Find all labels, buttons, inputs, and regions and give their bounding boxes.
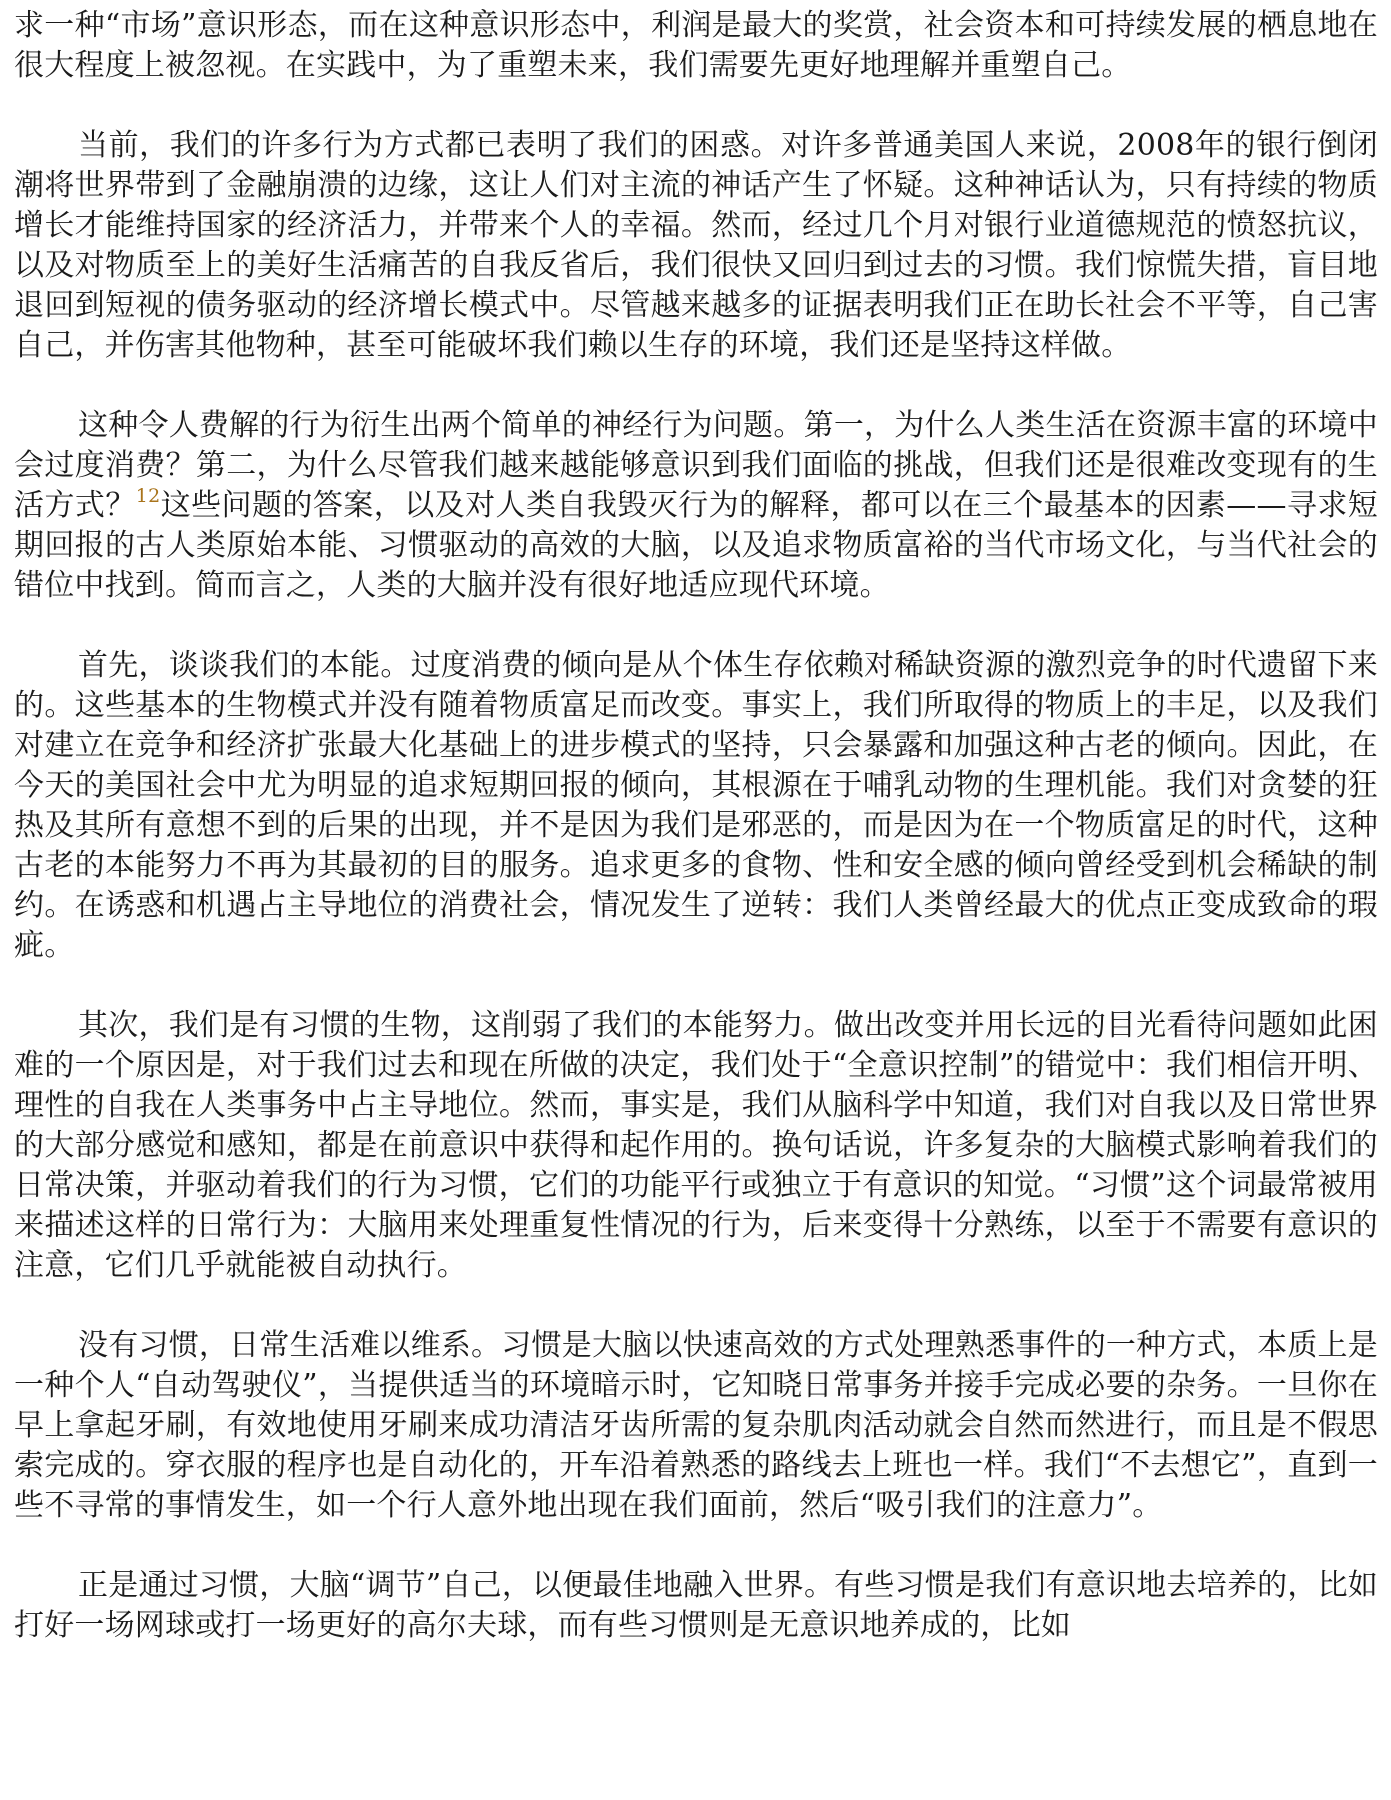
paragraph-3-text-before: 这种令人费解的行为衍生出两个简单的神经行为问题。第一，为什么人类生活在资源丰富的环境中会过度消费？第二，为什么尽管我们越来越能够意识到我们面临的挑战，但我们还是很难改变现有的生活方式？ [14, 408, 1378, 523]
paragraph-2: 当前，我们的许多行为方式都已表明了我们的困惑。对许多普通美国人来说，2008年的银行倒闭潮将世界带到了金融崩溃的边缘，这让人们对主流的神话产生了怀疑。这种神话认为，只有持续的物质增长才能维持国家的经济活力，并带来个人的幸福。然而，经过几个月对银行业道德规范的愤怒抗议，以及对物质至上的美好生活痛苦的自我反省后，我们很快又回归到过去的习惯。我们惊慌失措，盲目地退回到短视的债务驱动的经济增长模式中。尽管越来越多的证据表明我们正在助长社会不平等，自己害自己，并伤害其他物种，甚至可能破坏我们赖以生存的环境，我们还是坚持这样做。 [14, 128, 1378, 363]
paragraph-7: 正是通过习惯，大脑“调节”自己，以便最佳地融入世界。有些习惯是我们有意识地去培养的，比如打好一场网球或打一场更好的高尔夫球，而有些习惯则是无意识地养成的，比如 [14, 1568, 1378, 1643]
paragraph-4: 首先，谈谈我们的本能。过度消费的倾向是从个体生存依赖对稀缺资源的激烈竞争的时代遗留下来的。这些基本的生物模式并没有随着物质富足而改变。事实上，我们所取得的物质上的丰足，以及我们对建立在竞争和经济扩张最大化基础上的进步模式的坚持，只会暴露和加强这种古老的倾向。因此，在今天的美国社会中尤为明显的追求短期回报的倾向，其根源在于哺乳动物的生理机能。我们对贪婪的狂热及其所有意想不到的后果的出现，并不是因为我们是邪恶的，而是因为在一个物质富足的时代，这种古老的本能努力不再为其最初的目的服务。追求更多的食物、性和安全感的倾向曾经受到机会稀缺的制约。在诱惑和机遇占主导地位的消费社会，情况发生了逆转：我们人类曾经最大的优点正变成致命的瑕疵。 [14, 648, 1378, 963]
document-page [14, 6, 1378, 1686]
paragraph-3-text-after: 这些问题的答案，以及对人类自我毁灭行为的解释，都可以在三个最基本的因素——寻求短期回报的古人类原始本能、习惯驱动的高效的大脑，以及追求物质富裕的当代市场文化，与当代社会的错位中找到。简而言之，人类的大脑并没有很好地适应现代环境。 [14, 488, 1378, 603]
footnote-reference-link[interactable]: 12 [135, 485, 161, 507]
paragraph-5: 其次，我们是有习惯的生物，这削弱了我们的本能努力。做出改变并用长远的目光看待问题如此困难的一个原因是，对于我们过去和现在所做的决定，我们处于“全意识控制”的错觉中：我们相信开明、理性的自我在人类事务中占主导地位。然而，事实是，我们从脑科学中知道，我们对自我以及日常世界的大部分感觉和感知，都是在前意识中获得和起作用的。换句话说，许多复杂的大脑模式影响着我们的日常决策，并驱动着我们的行为习惯，它们的功能平行或独立于有意识的知觉。“习惯”这个词最常被用来描述这样的日常行为：大脑用来处理重复性情况的行为，后来变得十分熟练，以至于不需要有意识的注意，它们几乎就能被自动执行。 [14, 1008, 1378, 1283]
paragraph-6: 没有习惯，日常生活难以维系。习惯是大脑以快速高效的方式处理熟悉事件的一种方式，本质上是一种个人“自动驾驶仪”，当提供适当的环境暗示时，它知晓日常事务并接手完成必要的杂务。一旦你在早上拿起牙刷，有效地使用牙刷来成功清洁牙齿所需的复杂肌肉活动就会自然而然进行，而且是不假思索完成的。穿衣服的程序也是自动化的，开车沿着熟悉的路线去上班也一样。我们“不去想它”，直到一些不寻常的事情发生，如一个行人意外地出现在我们面前，然后“吸引我们的注意力”。 [14, 1328, 1378, 1523]
paragraph-3 [14, 406, 1378, 606]
paragraph-1: 求一种“市场”意识形态，而在这种意识形态中，利润是最大的奖赏，社会资本和可持续发展的栖息地在很大程度上被忽视。在实践中，为了重塑未来，我们需要先更好地理解并重塑自己。 [14, 8, 1378, 83]
